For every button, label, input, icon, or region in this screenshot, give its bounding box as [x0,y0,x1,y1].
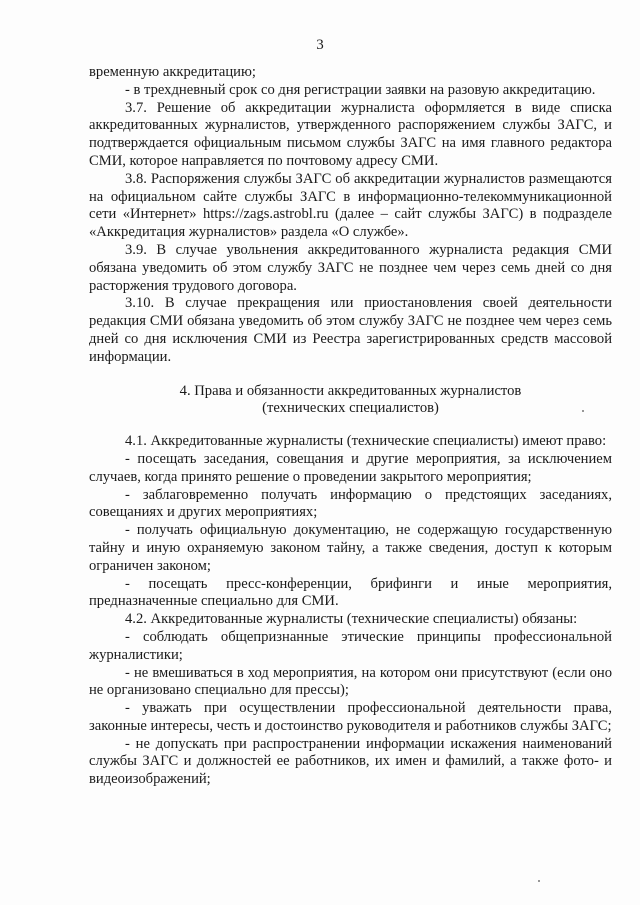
section-4-heading [89,383,612,419]
list-item: - получать официальную документацию, не содержащую государственную тайну и иную охраняемую законом тайну, а также сведения, доступ к которым ограничен законом; [89,522,612,574]
paragraph-3-8: 3.8. Распоряжения службы ЗАГС об аккредитации журналистов размещаются на официальном сайте службы ЗАГС в информационно-телекоммуникационной сети «Интернет» https://zags.astrobl.ru (далее – сайт службы ЗАГС) в подразделе «Аккредитация журналистов» раздела «О службе». [89,170,612,241]
list-item: - соблюдать общепризнанные этические принципы профессиональной журналистики; [89,628,612,663]
list-item: - не вмешиваться в ход мероприятия, на котором они присутствуют (если оно не организовано специально для прессы); [89,664,612,699]
paragraph: временную аккредитацию; [89,64,256,80]
section-3-continuation [89,64,612,367]
page-number: 3 [316,37,324,53]
list-item: - не допускать при распространении информации искажения наименований службы ЗАГС и должностей ее работников, их имен и фамилий, а также фото- и видеоизображений; [89,735,612,788]
section-heading-line: 4. Права и обязанности аккредитованных журналистов [179,382,522,399]
paragraph: - в трехдневный срок со дня регистрации заявки на разовую аккредитацию. [125,81,596,98]
paragraph-4-2: 4.2. Аккредитованные журналисты (технические специалисты) обязаны: [125,611,578,628]
section-4-body [89,433,612,789]
list-item: - заблаговременно получать информацию о предстоящих заседаниях, совещаниях и других мероприятиях; [89,486,612,521]
list-item: - уважать при осуществлении профессиональной деятельности права, законные интересы, честь и достоинство руководителя и работников службы ЗАГС; [89,700,612,734]
paragraph-4-1: 4.1. Аккредитованные журналисты (технические специалисты) имеют право: [125,433,607,450]
document-body [89,64,612,789]
list-item: - посещать заседания, совещания и другие мероприятия, за исключением случаев, когда принято решение о проведении закрытого мероприятия; [89,450,612,485]
scan-speck [538,880,540,882]
paragraph-3-7: 3.7. Решение об аккредитации журналиста оформляется в виде списка аккредитованных журналистов, утвержденного распоряжением службы ЗАГС, и подтверждается официальным письмом службы ЗАГС на имя главного редактора СМИ, которое направляется по почтовому адресу СМИ. [89,99,612,169]
paragraph-3-9: 3.9. В случае увольнения аккредитованного журналиста редакция СМИ обязана уведомить об этом службу ЗАГС не позднее чем через семь дней со дня расторжения трудового договора. [89,241,612,294]
list-item: - посещать пресс-конференции, брифинги и иные мероприятия, предназначенные специально для СМИ. [89,575,612,610]
section-heading-line: (технических специалистов) [262,400,439,417]
scan-speck [582,410,584,412]
paragraph-3-10: 3.10. В случае прекращения или приостановления своей деятельности редакция СМИ обязана уведомить об этом службу ЗАГС не позднее чем через семь дней со дня исключения СМИ из Реестра зарегистрированных средств массовой информации. [89,295,612,365]
